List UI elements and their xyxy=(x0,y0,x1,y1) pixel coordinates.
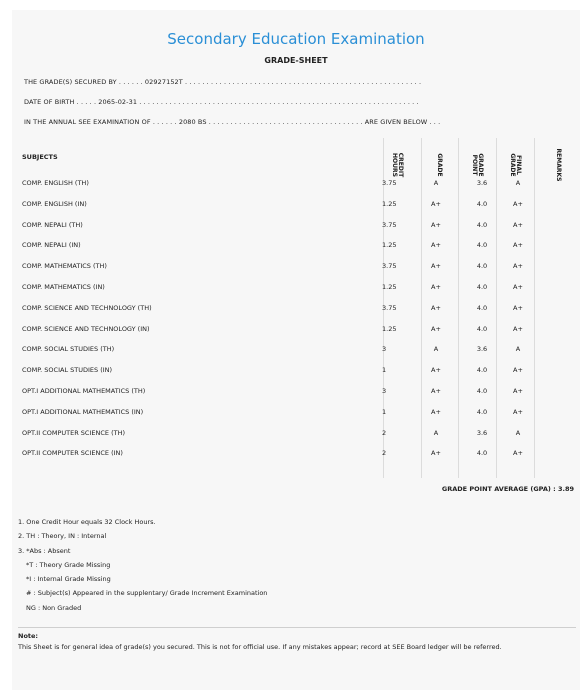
final-grade-cell: A+ xyxy=(513,262,523,271)
grade-point-cell: 3.6 xyxy=(476,428,488,437)
table-row xyxy=(12,235,580,256)
header-remarks: REMARKS xyxy=(555,148,562,182)
final-grade-cell: A+ xyxy=(513,449,523,458)
credit-hours-cell: 3 xyxy=(382,345,387,354)
table-row xyxy=(12,319,580,340)
table-row xyxy=(12,215,580,236)
subject-cell: COMP. NEPALI (TH) xyxy=(22,220,83,229)
grade-cell: A+ xyxy=(431,387,441,395)
gpa-value: GRADE POINT AVERAGE (GPA) : 3.89 xyxy=(441,485,574,493)
note-title: Note: xyxy=(18,632,39,640)
grade-cell: A+ xyxy=(431,366,441,375)
table-row xyxy=(12,256,580,277)
credit-hours-cell: 3.75 xyxy=(382,303,397,312)
credit-hours-cell: 3.75 xyxy=(382,179,397,187)
table-row xyxy=(12,360,580,381)
header-credit-hours: CREDIT HOURS xyxy=(391,152,404,178)
note-item: NG : Non Graded xyxy=(26,603,82,612)
note-item: *I : Internal Grade Missing xyxy=(26,575,111,584)
subject-cell: COMP. ENGLISH (IN) xyxy=(22,199,87,208)
info-date-of-birth: DATE OF BIRTH . . . . . 2065-02-31 . . . . . . . . . . . . . . . . . . . . . . . . . . . . . . . . . . . . . . . . . . . . . . . . . . . . . . . . . . . . . . . . . xyxy=(24,98,419,106)
subject-cell: OPT.I ADDITIONAL MATHEMATICS (IN) xyxy=(22,407,144,416)
grade-cell: A+ xyxy=(431,241,441,250)
final-grade-cell: A xyxy=(515,345,521,354)
credit-hours-cell: 1.25 xyxy=(382,241,397,250)
grade-cell: A+ xyxy=(431,283,441,291)
credit-hours-cell: 3.75 xyxy=(382,262,397,271)
credit-hours-cell: 1 xyxy=(382,407,387,416)
credit-hours-cell: 2 xyxy=(382,428,387,437)
final-grade-cell: A+ xyxy=(513,199,523,208)
subject-cell: COMP. MATHEMATICS (IN) xyxy=(22,283,105,291)
credit-hours-cell: 3.75 xyxy=(382,220,397,229)
table-row xyxy=(12,173,580,194)
credit-hours-cell: 1 xyxy=(382,366,387,375)
info-grades-secured: THE GRADE(S) SECURED BY . . . . . . 02927152T . . . . . . . . . . . . . . . . . . . . . . . . . . . . . . . . . . . . . . . . . . . . . . . . . . . . . . . xyxy=(24,78,422,86)
credit-hours-cell: 2 xyxy=(382,449,387,458)
note-item: 1. One Credit Hour equals 32 Clock Hours. xyxy=(18,518,156,526)
grade-sheet xyxy=(12,10,580,690)
table-row xyxy=(12,423,580,444)
credit-hours-cell: 1.25 xyxy=(382,199,397,208)
subject-cell: COMP. SOCIAL STUDIES (IN) xyxy=(22,366,113,375)
note-item: 2. TH : Theory, IN : Internal xyxy=(18,532,107,541)
subject-cell: COMP. SCIENCE AND TECHNOLOGY (IN) xyxy=(22,324,150,333)
credit-hours-cell: 1.25 xyxy=(382,324,397,333)
header-subjects: SUBJECTS xyxy=(22,153,58,161)
grade-point-cell: 4.0 xyxy=(476,449,488,458)
final-grade-cell: A+ xyxy=(513,303,523,312)
grade-cell: A+ xyxy=(431,199,441,208)
table-row xyxy=(12,402,580,423)
final-grade-cell: A+ xyxy=(513,407,523,416)
grade-point-cell: 3.6 xyxy=(476,179,488,187)
grade-point-cell: 3.6 xyxy=(476,345,488,354)
final-grade-cell: A+ xyxy=(513,220,523,229)
grade-point-cell: 4.0 xyxy=(476,283,488,291)
subject-cell: COMP. SCIENCE AND TECHNOLOGY (TH) xyxy=(22,303,152,312)
grade-point-cell: 4.0 xyxy=(476,303,488,312)
final-grade-cell: A xyxy=(515,428,521,437)
page-title: Secondary Education Examination xyxy=(167,30,425,48)
subject-cell: COMP. MATHEMATICS (TH) xyxy=(22,262,107,271)
note-item: 3. *Abs : Absent xyxy=(18,546,71,555)
subject-cell: OPT.II COMPUTER SCIENCE (IN) xyxy=(22,449,123,458)
grade-point-cell: 4.0 xyxy=(476,366,488,375)
subject-cell: COMP. SOCIAL STUDIES (TH) xyxy=(22,345,115,354)
page-subtitle: GRADE-SHEET xyxy=(264,56,328,65)
final-grade-cell: A xyxy=(515,179,521,187)
grade-cell: A+ xyxy=(431,449,441,458)
final-grade-cell: A+ xyxy=(513,241,523,250)
final-grade-cell: A+ xyxy=(513,283,523,291)
table-row xyxy=(12,443,580,464)
info-exam-year: IN THE ANNUAL SEE EXAMINATION OF . . . . . . 2080 BS . . . . . . . . . . . . . . . . . . . . . . . . . . . . . . . . . . . . ARE GIVEN BELOW . . . xyxy=(24,118,441,126)
final-grade-cell: A+ xyxy=(513,324,523,333)
grade-cell: A+ xyxy=(431,262,441,271)
subject-cell: OPT.II COMPUTER SCIENCE (TH) xyxy=(22,428,125,437)
note-box xyxy=(18,627,576,651)
grade-cell: A xyxy=(433,428,439,437)
header-grade: GRADE xyxy=(436,153,443,177)
grade-point-cell: 4.0 xyxy=(476,407,488,416)
note-item: # : Subject(s) Appeared in the supplentary/ Grade Increment Examination xyxy=(26,589,268,598)
grade-cell: A+ xyxy=(431,324,441,333)
note-text: This Sheet is for general idea of grade(s) you secured. This is not for official use. If any mistakes appear; record at SEE Board ledger will be referred. xyxy=(18,643,502,651)
subject-cell: COMP. ENGLISH (TH) xyxy=(22,179,89,187)
subject-cell: OPT.I ADDITIONAL MATHEMATICS (TH) xyxy=(22,387,146,395)
credit-hours-cell: 3 xyxy=(382,387,387,395)
final-grade-cell: A+ xyxy=(513,387,523,395)
grade-cell: A+ xyxy=(431,220,441,229)
grade-point-cell: 4.0 xyxy=(476,387,488,395)
header-final-grade: FINAL GRADE xyxy=(509,153,522,177)
grade-point-cell: 4.0 xyxy=(476,324,488,333)
notes-list xyxy=(18,515,267,615)
grade-point-cell: 4.0 xyxy=(476,199,488,208)
table-row xyxy=(12,381,580,402)
table-row xyxy=(12,277,580,298)
subject-cell: COMP. NEPALI (IN) xyxy=(22,241,81,250)
table-row xyxy=(12,298,580,319)
note-item: *T : Theory Grade Missing xyxy=(26,560,111,569)
credit-hours-cell: 1.25 xyxy=(382,283,397,291)
table-row xyxy=(12,339,580,360)
grade-point-cell: 4.0 xyxy=(476,262,488,271)
grade-cell: A xyxy=(433,179,439,187)
table-row xyxy=(12,194,580,215)
header-grade-point: GRADE POINT xyxy=(471,153,484,177)
grade-cell: A xyxy=(433,345,439,354)
grade-point-cell: 4.0 xyxy=(476,241,488,250)
grade-point-cell: 4.0 xyxy=(476,220,488,229)
grade-cell: A+ xyxy=(431,303,441,312)
final-grade-cell: A+ xyxy=(513,366,523,375)
grade-cell: A+ xyxy=(431,407,441,416)
